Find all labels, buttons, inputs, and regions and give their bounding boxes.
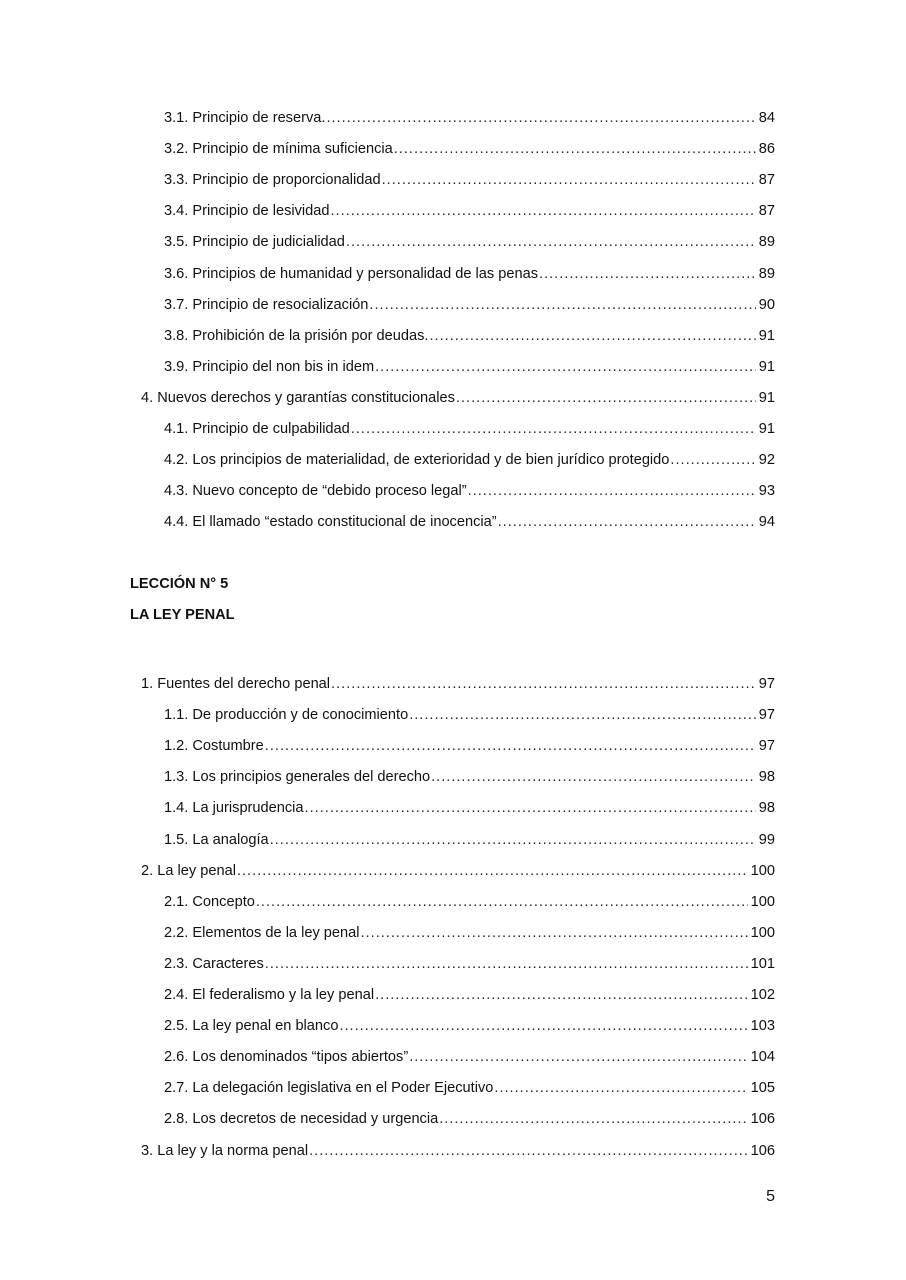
toc-entry-title: 2.3. Caracteres	[164, 955, 264, 972]
toc-dot-leader	[670, 450, 755, 470]
toc-entry-title: 2.6. Los denominados “tipos abiertos”	[164, 1049, 409, 1066]
toc-entry-page: 104	[750, 1049, 775, 1066]
toc-dot-leader	[346, 232, 756, 252]
toc-entry-page: 100	[750, 893, 775, 910]
toc-entry	[164, 1078, 775, 1098]
toc-entry	[164, 232, 775, 252]
toc-entry-title: 2.1. Concepto	[164, 893, 255, 910]
toc-entry	[164, 830, 775, 850]
toc-entry-title: 3. La ley y la norma penal	[141, 1142, 309, 1159]
lesson-title-heading: LA LEY PENAL	[130, 607, 235, 623]
toc-dot-leader	[539, 264, 756, 284]
toc-entry	[164, 1047, 775, 1067]
toc-dot-leader	[409, 1047, 747, 1067]
toc-entry	[164, 767, 775, 787]
toc-entry	[164, 481, 775, 501]
toc-dot-leader	[265, 736, 756, 756]
toc-entry	[164, 923, 775, 943]
toc-entry	[164, 736, 775, 756]
toc-dot-leader	[394, 139, 756, 159]
toc-entry-title: 2.4. El federalismo y la ley penal	[164, 987, 375, 1003]
toc-entry-page: 105	[750, 1080, 775, 1097]
toc-entry-page: 103	[750, 1018, 775, 1035]
lesson-number-heading: LECCIÓN N° 5	[130, 576, 229, 592]
toc-entry-title: 1.4. La jurisprudencia	[164, 800, 304, 817]
toc-entry	[164, 450, 775, 470]
toc-entry-title: 3.3. Principio de proporcionalidad	[164, 172, 381, 189]
toc-entry	[164, 170, 775, 190]
toc-dot-leader	[256, 892, 748, 912]
toc-dot-leader	[494, 1078, 747, 1098]
toc-entry-page: 86	[758, 141, 775, 158]
toc-entry	[164, 512, 775, 532]
toc-dot-leader	[409, 705, 756, 725]
toc-entry-title: 3.7. Principio de resocialización	[164, 296, 369, 313]
toc-entry-page: 87	[758, 203, 775, 220]
toc-dot-leader	[456, 388, 756, 408]
toc-dot-leader	[331, 201, 756, 221]
toc-entry	[164, 705, 775, 725]
toc-entry-title: 1.1. De producción y de conocimiento	[164, 707, 409, 724]
toc-entry-title: 3.9. Principio del non bis in idem	[164, 358, 375, 375]
toc-entry	[141, 388, 775, 408]
toc-entry-title: 3.2. Principio de mínima suficiencia	[164, 141, 393, 158]
toc-entry	[164, 419, 775, 439]
toc-dot-leader	[498, 512, 756, 532]
toc-entry	[164, 985, 775, 1005]
toc-entry-title: 3.8. Prohibición de la prisión por deudas.	[164, 327, 429, 344]
toc-entry-title: 2.7. La delegación legislativa en el Poder Ejecutivo	[164, 1080, 494, 1097]
toc-dot-leader	[361, 923, 748, 943]
toc-entry-page: 98	[758, 800, 775, 817]
toc-entry-page: 106	[750, 1111, 775, 1128]
toc-entry-page: 89	[758, 265, 775, 282]
toc-entry-page: 92	[758, 452, 775, 469]
toc-dot-leader	[265, 954, 748, 974]
toc-entry-title: 4. Nuevos derechos y garantías constitucionales	[141, 389, 455, 406]
toc-dot-leader	[431, 767, 756, 787]
toc-entry-page: 98	[758, 769, 775, 786]
toc-dot-leader	[331, 674, 756, 694]
toc-entry-page: 101	[750, 955, 775, 972]
toc-entry	[164, 357, 775, 377]
toc-dot-leader	[305, 798, 756, 818]
page-number: 5	[766, 1188, 775, 1205]
toc-dot-leader	[326, 108, 755, 128]
toc-entry-title: 4.3. Nuevo concepto de “debido proceso legal”	[164, 483, 467, 500]
toc-entry-page: 87	[758, 172, 775, 189]
toc-dot-leader	[375, 985, 748, 1005]
toc-entry	[164, 201, 775, 221]
toc-entry-title: 2. La ley penal	[141, 862, 236, 879]
toc-entry-page: 97	[758, 738, 775, 755]
toc-dot-leader	[382, 170, 756, 190]
toc-dot-leader	[309, 1141, 748, 1161]
toc-entry-title: 1. Fuentes del derecho penal	[141, 676, 331, 692]
toc-entry-title: 1.2. Costumbre	[164, 738, 264, 755]
toc-entry	[164, 798, 775, 818]
toc-entry	[164, 954, 775, 974]
toc-entry	[164, 139, 775, 159]
toc-dot-leader	[369, 295, 755, 315]
toc-entry-title: 1.5. La analogía	[164, 831, 269, 848]
toc-entry-title: 1.3. Los principios generales del derecho	[164, 769, 431, 786]
toc-entry-title: 3.4. Principio de lesividad	[164, 203, 330, 220]
toc-entry-title: 4.2. Los principios de materialidad, de exterioridad y de bien jurídico protegido	[164, 452, 670, 469]
toc-entry-page: 99	[758, 831, 775, 848]
toc-entry-title: 3.5. Principio de judicialidad	[164, 234, 345, 251]
toc-entry-page: 90	[758, 296, 775, 313]
toc-entry	[141, 861, 775, 881]
toc-dot-leader	[237, 861, 748, 881]
toc-entry	[164, 1016, 775, 1036]
toc-entry-page: 102	[750, 987, 775, 1003]
toc-entry-page: 94	[758, 514, 775, 531]
toc-entry-title: 2.5. La ley penal en blanco	[164, 1018, 339, 1035]
toc-dot-leader	[339, 1016, 747, 1036]
toc-dot-leader	[439, 1109, 747, 1129]
toc-entry-title: 3.1. Principio de reserva.	[164, 110, 326, 126]
toc-dot-leader	[270, 830, 756, 850]
toc-entry-title: 4.1. Principio de culpabilidad	[164, 421, 350, 437]
toc-entry	[164, 1109, 775, 1129]
toc-dot-leader	[375, 357, 756, 377]
toc-entry-title: 4.4. El llamado “estado constitucional de inocencia”	[164, 514, 497, 531]
toc-entry-title: 2.2. Elementos de la ley penal	[164, 924, 360, 941]
toc-entry-page: 93	[758, 483, 775, 500]
toc-dot-leader	[468, 481, 756, 501]
toc-entry-page: 91	[758, 421, 775, 437]
toc-entry-page: 91	[758, 327, 775, 344]
toc-entry	[164, 295, 775, 315]
toc-entry-page: 97	[758, 707, 775, 724]
toc-entry-page: 89	[758, 234, 775, 251]
toc-dot-leader	[351, 419, 756, 439]
toc-entry-page: 91	[758, 389, 775, 406]
toc-entry-page: 91	[758, 358, 775, 375]
toc-entry	[164, 326, 775, 346]
toc-entry	[141, 674, 775, 694]
toc-entry-title: 2.8. Los decretos de necesidad y urgencia	[164, 1111, 439, 1128]
toc-entry-page: 84	[758, 110, 775, 126]
toc-entry	[164, 108, 775, 128]
toc-entry-title: 3.6. Principios de humanidad y personalidad de las penas	[164, 265, 539, 282]
toc-entry-page: 106	[750, 1142, 775, 1159]
toc-entry	[164, 892, 775, 912]
toc-entry-page: 100	[750, 924, 775, 941]
toc-entry-page: 97	[758, 676, 775, 692]
toc-entry	[141, 1141, 775, 1161]
toc-entry-page: 100	[750, 862, 775, 879]
toc-entry	[164, 264, 775, 284]
toc-dot-leader	[429, 326, 755, 346]
